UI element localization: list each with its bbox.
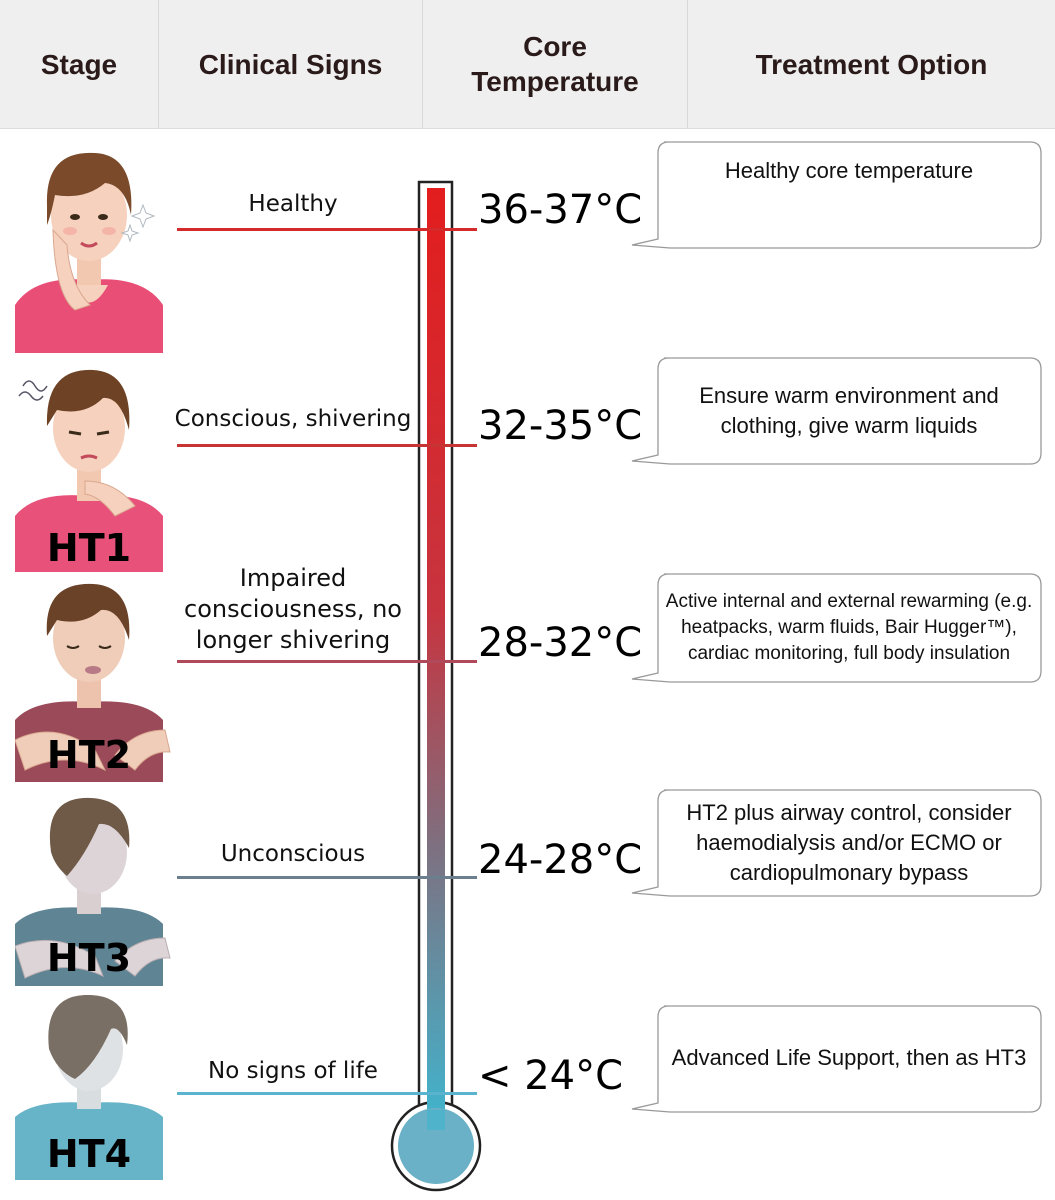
header-core-temperature (423, 0, 687, 128)
core-temperature-healthy: 36-37°C (478, 187, 643, 233)
stage-image-ht2 (15, 580, 163, 782)
treatment-text-ht1: Ensure warm environment and clothing, give warm liquids (699, 383, 999, 438)
stage-label-ht3: HT3 (46, 936, 132, 980)
woman-healthy-illustration (15, 145, 163, 353)
clinical-sign-ht1: Conscious, shivering (174, 406, 412, 432)
stage-image-healthy (15, 145, 163, 353)
stage-image-ht4 (15, 995, 163, 1180)
clinical-sign-ht3: Unconscious (220, 841, 366, 867)
stage-image-ht3 (15, 796, 163, 986)
table-header (0, 0, 1055, 129)
temperature-line-ht1 (177, 444, 477, 447)
treatment-bubble-ht4 (632, 1005, 1042, 1113)
core-temperature-ht2: 28-32°C (478, 620, 643, 666)
core-temperature-ht3: 24-28°C (478, 837, 643, 883)
temperature-line-ht3 (177, 876, 477, 879)
header-clinical-signs: Clinical Signs (198, 48, 383, 80)
clinical-sign-healthy: Healthy (248, 191, 338, 217)
clinical-sign-ht2: Impaired consciousness, no longer shivering (184, 564, 402, 655)
clinical-sign-ht4: No signs of life (208, 1058, 378, 1084)
stage-label-ht4: HT4 (46, 1132, 132, 1176)
header-core-temperature-line1: Core (523, 31, 587, 62)
treatment-text-ht2: Active internal and external rewarming (e.g. heatpacks, warm fluids, Bair Hugger™), cardiac monitoring, full body insulation (665, 590, 1033, 664)
treatment-bubble-ht1 (632, 357, 1042, 465)
header-stage: Stage (40, 48, 118, 80)
header-treatment-option: Treatment Option (755, 48, 988, 80)
temperature-line-healthy (177, 228, 477, 231)
treatment-text-healthy: Healthy core temperature (724, 158, 974, 184)
treatment-bubble-ht3 (632, 789, 1042, 897)
temperature-line-ht2 (177, 660, 477, 663)
stage-image-ht1 (15, 366, 163, 572)
treatment-bubble-healthy (632, 141, 1042, 249)
stage-label-ht2: HT2 (46, 733, 132, 777)
header-core-temperature-line2: Temperature (471, 66, 639, 97)
stage-label-ht1: HT1 (46, 526, 132, 570)
treatment-bubble-ht2 (632, 573, 1042, 683)
core-temperature-ht1: 32-35°C (478, 403, 643, 449)
core-temperature-ht4: < 24°C (478, 1053, 624, 1099)
treatment-text-ht3: HT2 plus airway control, consider haemodialysis and/or ECMO or cardiopulmonary bypass (686, 800, 1012, 885)
treatment-text-ht4: Advanced Life Support, then as HT3 (671, 1045, 1027, 1071)
temperature-line-ht4 (177, 1092, 477, 1095)
